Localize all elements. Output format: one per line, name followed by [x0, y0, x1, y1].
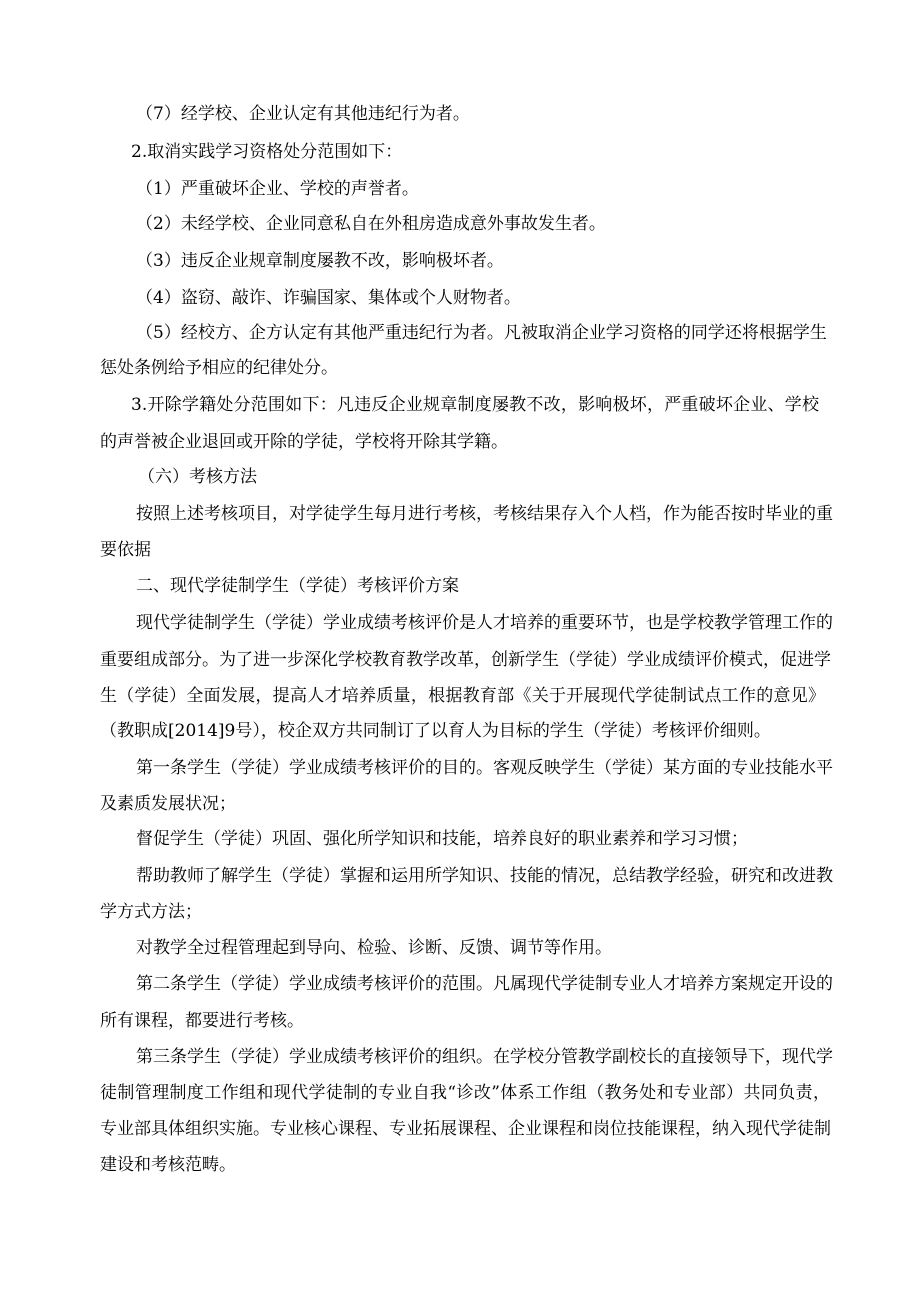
expel-line2: 的声誉被企业退回或开除的学徒，学校将开除其学籍。: [100, 432, 508, 452]
cancel-item-1: （1）严重破坏企业、学校的声誉者。: [136, 179, 419, 199]
expel-line1: 3.开除学籍处分范围如下：凡违反企业规章制度屡教不改，影响极坏，严重破坏企业、学校: [131, 395, 819, 415]
cancel-item-5-line2: 惩处条例给予相应的纪律处分。: [100, 358, 338, 378]
cancel-item-4: （4）盗窃、敲诈、诈骗国家、集体或个人财物者。: [136, 288, 521, 308]
purpose-1: 督促学生（学徒）巩固、强化所学知识和技能，培养良好的职业素养和学习习惯；: [136, 829, 748, 849]
article-2-line2: 所有课程，都要进行考核。: [100, 1011, 304, 1031]
item-7: （7）经学校、企业认定有其他违纪行为者。: [136, 104, 470, 124]
article-3-line4: 建设和考核范畴。: [100, 1155, 236, 1175]
assess-heading: （六）考核方法: [138, 467, 257, 487]
cancel-item-2: （2）未经学校、企业同意私自在外租房造成意外事故发生者。: [136, 214, 606, 234]
intro-line4: （教职成[2014]9号），校企双方共同制订了以育人为目标的学生（学徒）考核评价细则。: [100, 721, 771, 741]
intro-line1: 现代学徒制学生（学徒）学业成绩考核评价是人才培养的重要环节，也是学校教学管理工作的: [136, 613, 833, 633]
cancel-item-3: （3）违反企业规章制度屡教不改，影响极坏者。: [136, 251, 504, 271]
section-heading: 二、现代学徒制学生（学徒）考核评价方案: [136, 576, 459, 596]
article-1-line1: 第一条学生（学徒）学业成绩考核评价的目的。客观反映学生（学徒）某方面的专业技能水平: [136, 758, 833, 778]
intro-line2: 重要组成部分。为了进一步深化学校教育教学改革，创新学生（学徒）学业成绩评价模式，促进学: [100, 650, 831, 670]
purpose-2-line1: 帮助教师了解学生（学徒）掌握和运用所学知识、技能的情况，总结教学经验，研究和改进教: [136, 866, 833, 886]
article-1-line2: 及素质发展状况；: [100, 794, 236, 814]
article-2-line1: 第二条学生（学徒）学业成绩考核评价的范围。凡属现代学徒制专业人才培养方案规定开设的: [136, 974, 833, 994]
assess-line1: 按照上述考核项目，对学徒学生每月进行考核，考核结果存入个人档，作为能否按时毕业的重: [136, 504, 833, 524]
assess-line2: 要依据: [100, 540, 151, 560]
cancel-heading: 2.取消实践学习资格处分范围如下：: [131, 142, 403, 162]
purpose-3: 对教学全过程管理起到导向、检验、诊断、反馈、调节等作用。: [136, 938, 612, 958]
cancel-item-5-line1: （5）经校方、企方认定有其他严重违纪行为者。凡被取消企业学习资格的同学还将根据学生: [136, 323, 827, 343]
article-3-line1: 第三条学生（学徒）学业成绩考核评价的组织。在学校分管教学副校长的直接领导下，现代学: [136, 1047, 833, 1067]
article-3-line2: 徒制管理制度工作组和现代学徒制的专业自我“诊改”体系工作组（教务处和专业部）共同负责，: [100, 1083, 830, 1103]
intro-line3: 生（学徒）全面发展，提高人才培养质量，根据教育部《关于开展现代学徒制试点工作的意见》: [100, 686, 825, 706]
article-3-line3: 专业部具体组织实施。专业核心课程、专业拓展课程、企业课程和岗位技能课程，纳入现代学徒制: [100, 1119, 831, 1139]
purpose-2-line2: 学方式方法；: [100, 902, 202, 922]
